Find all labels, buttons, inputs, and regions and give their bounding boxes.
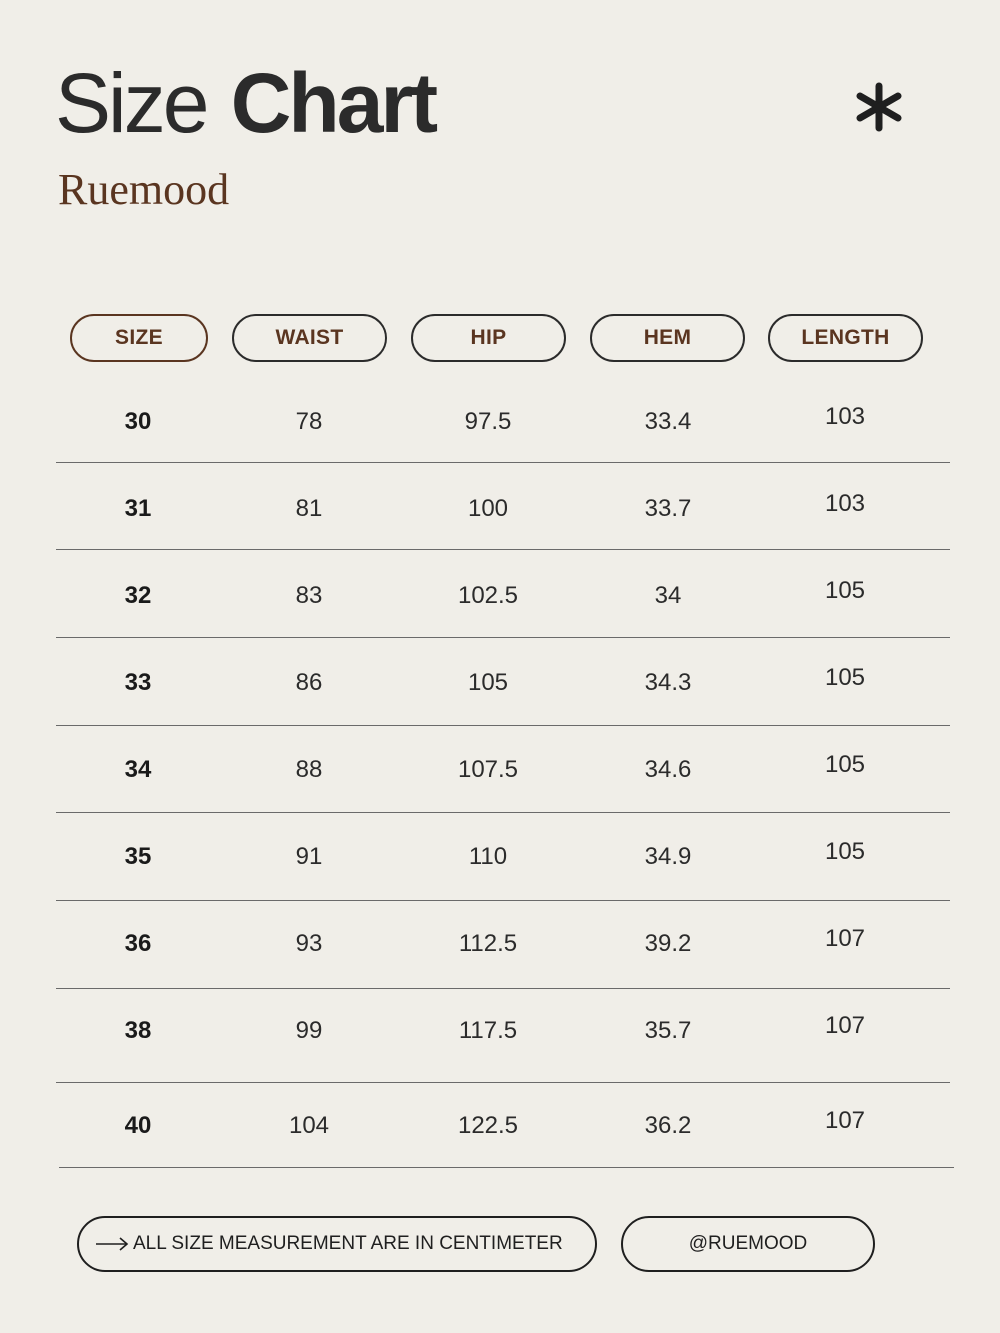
- cell-waist: 83: [295, 582, 323, 609]
- row-divider: [56, 637, 950, 638]
- cell-hem: 34.9: [644, 843, 692, 870]
- header-waist: WAIST: [232, 314, 387, 362]
- cell-hem: 39.2: [644, 930, 692, 957]
- page-title: [55, 55, 435, 151]
- cell-hem: 33.4: [644, 408, 692, 435]
- cell-waist: 86: [295, 669, 323, 696]
- cell-hip: 105: [467, 669, 509, 696]
- row-divider: [56, 1082, 950, 1083]
- cell-waist: 81: [295, 495, 323, 522]
- cell-hem: 34: [654, 582, 682, 609]
- cell-size: 34: [124, 756, 152, 783]
- cell-size: 32: [124, 582, 152, 609]
- cell-length: 105: [824, 838, 866, 865]
- header-hem: HEM: [590, 314, 745, 362]
- measurement-note-text: ALL SIZE MEASUREMENT ARE IN CENTIMETER: [133, 1233, 563, 1254]
- cell-hem: 34.3: [644, 669, 692, 696]
- cell-hip: 107.5: [457, 756, 519, 783]
- cell-waist: 91: [295, 843, 323, 870]
- header-hip: HIP: [411, 314, 566, 362]
- row-divider: [59, 1167, 954, 1168]
- cell-hip: 102.5: [457, 582, 519, 609]
- cell-hem: 36.2: [644, 1112, 692, 1139]
- cell-hem: 35.7: [644, 1017, 692, 1044]
- header-size: SIZE: [70, 314, 208, 362]
- social-handle-text: @RUEMOOD: [688, 1233, 808, 1254]
- title-light: Size: [55, 56, 207, 150]
- row-divider: [56, 549, 950, 550]
- cell-length: 107: [824, 1107, 866, 1134]
- cell-length: 107: [824, 925, 866, 952]
- cell-hem: 34.6: [644, 756, 692, 783]
- cell-size: 36: [124, 930, 152, 957]
- cell-length: 105: [824, 751, 866, 778]
- cell-size: 31: [124, 495, 152, 522]
- asterisk-icon: [852, 80, 906, 134]
- table-header: [0, 314, 1000, 362]
- cell-hip: 112.5: [458, 930, 518, 957]
- row-divider: [56, 988, 950, 989]
- cell-size: 40: [124, 1112, 152, 1139]
- cell-size: 38: [124, 1017, 152, 1044]
- row-divider: [56, 462, 950, 463]
- row-divider: [56, 900, 950, 901]
- cell-hip: 100: [467, 495, 509, 522]
- cell-waist: 104: [288, 1112, 330, 1139]
- arrow-right-icon: [95, 1237, 129, 1251]
- brand-name: Ruemood: [58, 165, 230, 214]
- cell-waist: 88: [295, 756, 323, 783]
- cell-waist: 99: [295, 1017, 323, 1044]
- social-handle: [621, 1216, 875, 1272]
- cell-length: 105: [824, 577, 866, 604]
- cell-hem: 33.7: [644, 495, 692, 522]
- cell-hip: 110: [468, 843, 508, 870]
- cell-size: 33: [124, 669, 152, 696]
- cell-length: 105: [824, 664, 866, 691]
- cell-size: 35: [124, 843, 152, 870]
- cell-hip: 117.5: [458, 1017, 518, 1044]
- cell-length: 103: [824, 403, 866, 430]
- cell-hip: 122.5: [457, 1112, 519, 1139]
- cell-waist: 78: [295, 408, 323, 435]
- row-divider: [56, 812, 950, 813]
- row-divider: [56, 725, 950, 726]
- cell-length: 103: [824, 490, 866, 517]
- measurement-note: [77, 1216, 597, 1272]
- cell-length: 107: [824, 1012, 866, 1039]
- title-bold: Chart: [230, 56, 436, 150]
- header-length: LENGTH: [768, 314, 923, 362]
- cell-size: 30: [124, 408, 152, 435]
- cell-waist: 93: [295, 930, 323, 957]
- cell-hip: 97.5: [464, 408, 512, 435]
